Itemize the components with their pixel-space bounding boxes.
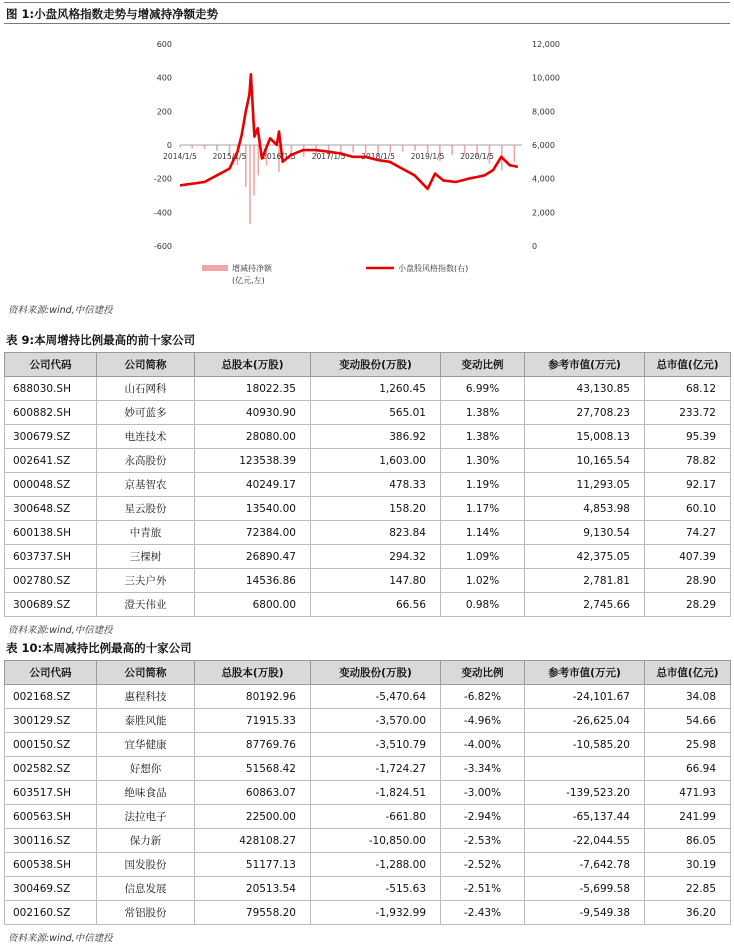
table-row	[5, 853, 731, 877]
table-cell: 2,745.66	[525, 593, 645, 617]
table-cell: -2.53%	[441, 829, 525, 853]
table-cell: -3.34%	[441, 757, 525, 781]
table-cell: 泰胜风能	[97, 709, 195, 733]
table-row	[5, 709, 731, 733]
table-cell: 68.12	[645, 377, 731, 401]
y-left-tick-label: 600	[156, 40, 172, 49]
table-cell: -2.94%	[441, 805, 525, 829]
table-cell: 星云股份	[97, 497, 195, 521]
table-cell: 1.30%	[441, 449, 525, 473]
bar-mark	[513, 145, 515, 162]
bar-mark	[191, 145, 193, 148]
figure-title: 图 1:小盘风格指数走势与增减持净额走势	[4, 2, 730, 24]
table-cell: 147.80	[311, 569, 441, 593]
table-cell: 300679.SZ	[5, 425, 97, 449]
table-cell: 11,293.05	[525, 473, 645, 497]
table-cell: -5,470.64	[311, 685, 441, 709]
table-row	[5, 757, 731, 781]
table10-header-4: 变动比例	[441, 661, 525, 685]
table-cell: 中青旅	[97, 521, 195, 545]
table-cell: 000048.SZ	[5, 473, 97, 497]
table9-header-2: 总股本(万股)	[195, 353, 311, 377]
table-row	[5, 497, 731, 521]
table10	[4, 660, 731, 925]
table-cell: 15,008.13	[525, 425, 645, 449]
table-row	[5, 901, 731, 925]
source-note: 资料来源:wind,中信建投	[8, 305, 113, 316]
table-cell: -2.51%	[441, 877, 525, 901]
table-row	[5, 733, 731, 757]
table10-header-1: 公司简称	[97, 661, 195, 685]
table-cell: 6.99%	[441, 377, 525, 401]
table-cell: 28.90	[645, 569, 731, 593]
table-row	[5, 685, 731, 709]
table-cell: -3,510.79	[311, 733, 441, 757]
x-tick-label: 2015/1/5	[212, 152, 247, 161]
table-cell: 823.84	[311, 521, 441, 545]
table-cell: 1.09%	[441, 545, 525, 569]
table9	[4, 352, 731, 617]
x-tick-label: 2014/1/5	[163, 152, 197, 161]
bar-mark	[451, 145, 453, 155]
y-left-tick-label: 400	[156, 73, 172, 83]
y-left-tick-label: -200	[153, 174, 172, 184]
table-cell: 386.92	[311, 425, 441, 449]
table-cell: -1,824.51	[311, 781, 441, 805]
table-cell: 72384.00	[195, 521, 311, 545]
table-cell: 好想你	[97, 757, 195, 781]
table-cell: 428108.27	[195, 829, 311, 853]
table-cell: 86.05	[645, 829, 731, 853]
table-row	[5, 425, 731, 449]
x-tick-label: 2016/1/5	[262, 152, 296, 161]
table-cell: 惠程科技	[97, 685, 195, 709]
table10-header-2: 总股本(万股)	[195, 661, 311, 685]
legend-label-bars: 增减持净额	[232, 264, 272, 273]
table-cell: 002641.SZ	[5, 449, 97, 473]
table-row	[5, 805, 731, 829]
table-cell: -65,137.44	[525, 805, 645, 829]
table-cell: 22500.00	[195, 805, 311, 829]
table-cell: 宜华健康	[97, 733, 195, 757]
table-cell: 688030.SH	[5, 377, 97, 401]
table-cell: 妙可蓝多	[97, 401, 195, 425]
table-cell: 002160.SZ	[5, 901, 97, 925]
table-row	[5, 829, 731, 853]
table10-header-0: 公司代码	[5, 661, 97, 685]
table-cell: -10,585.20	[525, 733, 645, 757]
table-cell: 1.38%	[441, 401, 525, 425]
y-right-tick-label: 10,000	[532, 73, 560, 83]
table-cell: 603737.SH	[5, 545, 97, 569]
table-cell: 78.82	[645, 449, 731, 473]
table-cell: 1,260.45	[311, 377, 441, 401]
table-cell: 36.20	[645, 901, 731, 925]
table-cell: -1,288.00	[311, 853, 441, 877]
table10-header-row	[5, 661, 731, 685]
table9-header-4: 变动比例	[441, 353, 525, 377]
table-cell: 87769.76	[195, 733, 311, 757]
table-cell: -2.52%	[441, 853, 525, 877]
y-left-tick-label: -400	[153, 208, 172, 218]
bar-mark	[253, 145, 255, 196]
table-cell: 电连技术	[97, 425, 195, 449]
table-cell: 300469.SZ	[5, 877, 97, 901]
table10-header-6: 总市值(亿元)	[645, 661, 731, 685]
table-cell: 300689.SZ	[5, 593, 97, 617]
table10-title: 表 10:本周减持比例最高的十家公司	[6, 641, 192, 655]
bar-mark	[402, 145, 404, 152]
table9-header-1: 公司简称	[97, 353, 195, 377]
table-cell: 1.14%	[441, 521, 525, 545]
table-cell: -2.43%	[441, 901, 525, 925]
x-tick-label: 2018/1/5	[361, 152, 395, 161]
table-cell: 471.93	[645, 781, 731, 805]
x-tick-label: 2019/1/5	[410, 152, 445, 161]
table-row	[5, 569, 731, 593]
table-cell: 法拉电子	[97, 805, 195, 829]
bar-mark	[414, 145, 416, 151]
table-cell: -1,932.99	[311, 901, 441, 925]
table-cell: -7,642.78	[525, 853, 645, 877]
y-right-tick-label: 8,000	[532, 107, 555, 117]
table-cell: 山石网科	[97, 377, 195, 401]
table-cell: 18022.35	[195, 377, 311, 401]
table-cell: 9,130.54	[525, 521, 645, 545]
y-right-tick-label: 0	[532, 242, 538, 251]
table-cell: 40930.90	[195, 401, 311, 425]
chart-svg	[0, 26, 734, 296]
table-cell: 294.32	[311, 545, 441, 569]
table-cell: -6.82%	[441, 685, 525, 709]
table-cell: 002168.SZ	[5, 685, 97, 709]
x-tick-label: 2017/1/5	[311, 152, 346, 161]
table-row	[5, 545, 731, 569]
table-cell: 1,603.00	[311, 449, 441, 473]
table-cell: -22,044.55	[525, 829, 645, 853]
table-row	[5, 449, 731, 473]
table-cell: 信息发展	[97, 877, 195, 901]
legend-label-line: 小盘股风格指数(右)	[398, 264, 469, 273]
table-cell: 407.39	[645, 545, 731, 569]
table-cell: -515.63	[311, 877, 441, 901]
table-cell: 002582.SZ	[5, 757, 97, 781]
table-cell: 43,130.85	[525, 377, 645, 401]
table-cell: 22.85	[645, 877, 731, 901]
bar-mark	[204, 145, 206, 149]
table-cell: 158.20	[311, 497, 441, 521]
table-cell: 27,708.23	[525, 401, 645, 425]
table-cell: 241.99	[645, 805, 731, 829]
table-row	[5, 377, 731, 401]
chart-area	[0, 26, 734, 296]
table-cell: 002780.SZ	[5, 569, 97, 593]
table-cell: 10,165.54	[525, 449, 645, 473]
table-cell: 600882.SH	[5, 401, 97, 425]
table9-title: 表 9:本周增持比例最高的前十家公司	[6, 333, 196, 347]
table9-header-3: 变动股份(万股)	[311, 353, 441, 377]
source-note-2: 资料来源:wind,中信建投	[8, 625, 113, 636]
table-cell: 478.33	[311, 473, 441, 497]
table-cell: 2,781.81	[525, 569, 645, 593]
table-cell: 66.56	[311, 593, 441, 617]
table-cell: 60.10	[645, 497, 731, 521]
table-cell: 42,375.05	[525, 545, 645, 569]
y-right-tick-label: 6,000	[532, 141, 555, 150]
bar-mark	[352, 145, 354, 153]
y-right-tick-label: 4,000	[532, 174, 555, 184]
table-cell: -10,850.00	[311, 829, 441, 853]
table-cell: 保力新	[97, 829, 195, 853]
table-cell: 600138.SH	[5, 521, 97, 545]
table-cell: -26,625.04	[525, 709, 645, 733]
x-tick-label: 2020/1/5	[460, 152, 494, 161]
table-cell: 600563.SH	[5, 805, 97, 829]
table-cell: -5,699.58	[525, 877, 645, 901]
table-cell: 51568.42	[195, 757, 311, 781]
table-cell: 80192.96	[195, 685, 311, 709]
table-row	[5, 593, 731, 617]
table-cell: 600538.SH	[5, 853, 97, 877]
table-cell: 6800.00	[195, 593, 311, 617]
table-cell: 71915.33	[195, 709, 311, 733]
table9-header-5: 参考市值(万元)	[525, 353, 645, 377]
table-cell: 565.01	[311, 401, 441, 425]
table-cell: 603517.SH	[5, 781, 97, 805]
table-cell: 国发股份	[97, 853, 195, 877]
table-cell: 0.98%	[441, 593, 525, 617]
table-cell: 4,853.98	[525, 497, 645, 521]
table-cell: 1.19%	[441, 473, 525, 497]
index-line	[180, 74, 518, 189]
table-cell: 25.98	[645, 733, 731, 757]
table-cell: 28.29	[645, 593, 731, 617]
table-cell: 澄天伟业	[97, 593, 195, 617]
table-row	[5, 521, 731, 545]
table-cell: 28080.00	[195, 425, 311, 449]
source-note-3: 资料来源:wind,中信建投	[8, 933, 113, 944]
table-cell: 20513.54	[195, 877, 311, 901]
table-cell: 233.72	[645, 401, 731, 425]
table-cell: 79558.20	[195, 901, 311, 925]
y-left-tick-label: -600	[153, 242, 172, 251]
table-cell: 54.66	[645, 709, 731, 733]
table-cell: 92.17	[645, 473, 731, 497]
table-cell: 1.38%	[441, 425, 525, 449]
table-cell: 300129.SZ	[5, 709, 97, 733]
table10-header-3: 变动股份(万股)	[311, 661, 441, 685]
table-row	[5, 781, 731, 805]
table-cell: 300116.SZ	[5, 829, 97, 853]
table-cell: -1,724.27	[311, 757, 441, 781]
y-right-tick-label: 12,000	[532, 40, 560, 49]
table-cell: 绝味食品	[97, 781, 195, 805]
table-row	[5, 473, 731, 497]
table-cell: -661.80	[311, 805, 441, 829]
table-cell: 40249.17	[195, 473, 311, 497]
table-cell: -9,549.38	[525, 901, 645, 925]
table9-header-6: 总市值(亿元)	[645, 353, 731, 377]
table-cell	[525, 757, 645, 781]
table-cell: 三夫户外	[97, 569, 195, 593]
table-cell: 123538.39	[195, 449, 311, 473]
table-cell: 26890.47	[195, 545, 311, 569]
table-row	[5, 401, 731, 425]
legend-label-bars-unit: (亿元,左)	[232, 276, 265, 285]
table-cell: -3,570.00	[311, 709, 441, 733]
bar-mark	[216, 145, 218, 151]
table-cell: 60863.07	[195, 781, 311, 805]
table-cell: 34.08	[645, 685, 731, 709]
table-cell: -24,101.67	[525, 685, 645, 709]
table-cell: 000150.SZ	[5, 733, 97, 757]
table-cell: 13540.00	[195, 497, 311, 521]
table-cell: 14536.86	[195, 569, 311, 593]
table-cell: 1.02%	[441, 569, 525, 593]
y-left-tick-label: 200	[156, 107, 172, 117]
table-cell: 1.17%	[441, 497, 525, 521]
y-left-tick-label: 0	[166, 141, 172, 150]
table10-header-5: 参考市值(万元)	[525, 661, 645, 685]
table-cell: 95.39	[645, 425, 731, 449]
table-cell: 常铝股份	[97, 901, 195, 925]
table-row	[5, 877, 731, 901]
table-cell: 三棵树	[97, 545, 195, 569]
table-cell: -3.00%	[441, 781, 525, 805]
table-cell: 300648.SZ	[5, 497, 97, 521]
table-cell: -4.00%	[441, 733, 525, 757]
bar-mark	[249, 145, 251, 224]
table-cell: 66.94	[645, 757, 731, 781]
bar-mark	[257, 145, 259, 175]
y-right-tick-label: 2,000	[532, 208, 555, 218]
table-cell: 51177.13	[195, 853, 311, 877]
table9-header-0: 公司代码	[5, 353, 97, 377]
table-cell: 永高股份	[97, 449, 195, 473]
table-cell: -4.96%	[441, 709, 525, 733]
table-cell: 京基智农	[97, 473, 195, 497]
table-cell: -139,523.20	[525, 781, 645, 805]
table-cell: 74.27	[645, 521, 731, 545]
table-cell: 30.19	[645, 853, 731, 877]
legend-swatch-bars	[202, 265, 228, 271]
table9-header-row	[5, 353, 731, 377]
